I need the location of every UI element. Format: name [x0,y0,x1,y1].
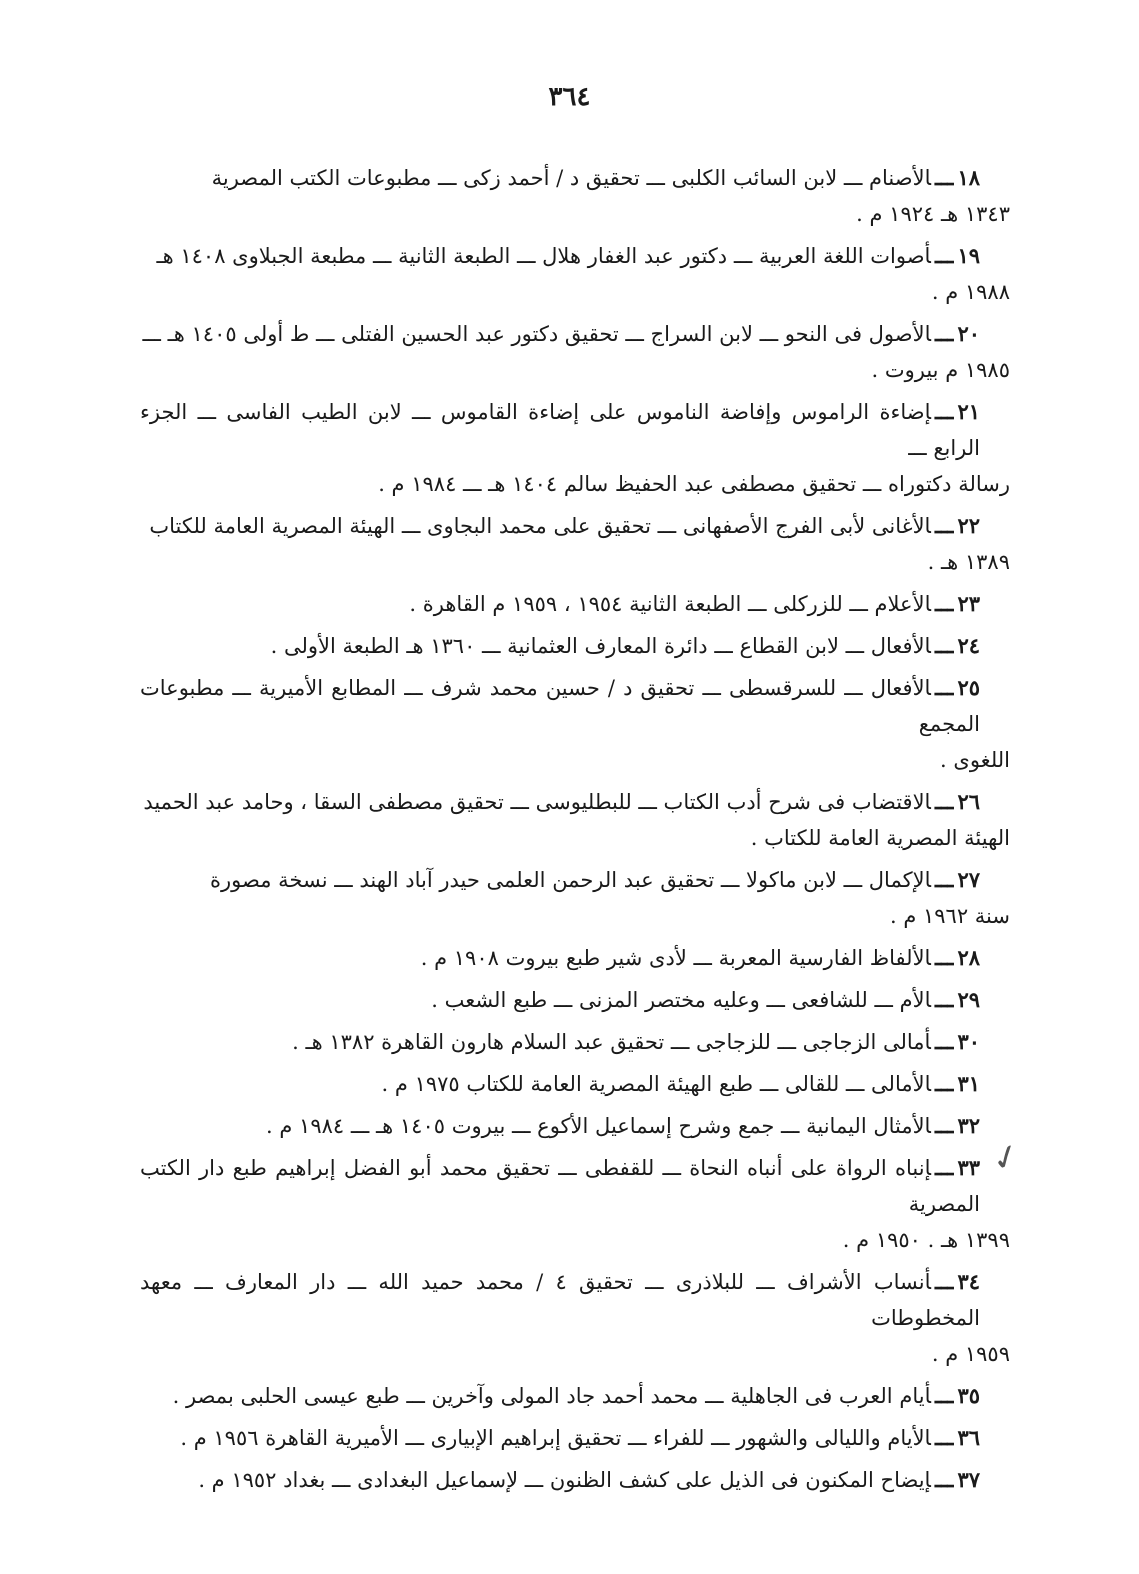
entry-continuation: ١٩٨٨ م . [931,280,1010,304]
entry-text: الأمثال اليمانية ـــ جمع وشرح إسماعيل الأكوع ـــ بيروت ١٤٠٥ هـ ـــ ١٩٨٤ م . [266,1114,931,1138]
entry-text: أمالى الزجاجى ـــ للزجاجى ـــ تحقيق عبد السلام هارون القاهرة ١٣٨٢ هـ . [292,1030,931,1054]
bibliography-entry [140,1462,980,1498]
entry-text: إيضاح المكنون فى الذيل على كشف الظنون ـــ لإسماعيل البغدادى ـــ بغداد ١٩٥٢ م . [198,1468,931,1492]
entry-text: الأيام والليالى والشهور ـــ للفراء ـــ تحقيق إبراهيم الإبيارى ـــ الأميرية القاهرة ١٩٥٦ م . [180,1426,931,1450]
entry-dash: ـــ [934,1383,954,1408]
bibliography-entry [140,670,1010,778]
entry-continuation: ١٣٨٩ هـ . [927,550,1010,574]
entry-text: الأغانى لأبى الفرج الأصفهانى ـــ تحقيق على محمد البجاوى ـــ الهيئة المصرية العامة للكتاب [149,514,931,538]
entry-text: الأعلام ـــ للزركلى ـــ الطبعة الثانية ١٩٥٤ ، ١٩٥٩ م القاهرة . [409,592,931,616]
entry-dash: ـــ [934,789,954,814]
entry-text: الأفعال ـــ للسرقسطى ـــ تحقيق د / حسين محمد شرف ـــ المطابع الأميرية ـــ مطبوعات المجمع [140,676,980,736]
entry-number: ٣٦ [957,1425,980,1450]
entry-text: إضاءة الراموس وإفاضة الناموس على إضاءة القاموس ـــ لابن الطيب الفاسى ـــ الجزء الرابع ـــ [140,400,980,460]
entry-dash: ـــ [934,399,954,424]
bibliography-entry [140,508,1010,580]
bibliography-entry [140,1378,980,1414]
bibliography-entry [140,1420,980,1456]
entry-text: الأفعال ـــ لابن القطاع ـــ دائرة المعارف العثمانية ـــ ١٣٦٠ هـ الطبعة الأولى . [270,634,931,658]
entry-number: ٣٤ [957,1269,981,1294]
entry-continuation: سنة ١٩٦٢ م . [889,904,1010,928]
entry-number: ٣٧ [957,1467,980,1492]
checkmark-icon: ✓ [986,1134,1027,1182]
entry-text: الأمالى ـــ للقالى ـــ طبع الهيئة المصرية العامة للكتاب ١٩٧٥ م . [381,1072,931,1096]
entry-number: ٢١ [957,399,980,424]
entry-dash: ـــ [934,321,954,346]
bibliography-entry [140,1264,1010,1372]
entry-number: ٢٠ [957,321,980,346]
entry-text: الأصول فى النحو ـــ لابن السراج ـــ تحقيق دكتور عبد الحسين الفتلى ـــ ط أولى ١٤٠٥ هـ ـــ [142,322,931,346]
entry-continuation: ١٩٥٩ م . [931,1342,1010,1366]
entry-text: الإكمال ـــ لابن ماكولا ـــ تحقيق عبد الرحمن العلمى حيدر آباد الهند ـــ نسخة مصورة [210,868,931,892]
entry-number: ٢٧ [957,867,980,892]
page-number: ٣٦٤ [548,82,591,112]
entry-dash: ـــ [934,633,954,658]
entry-text: أصوات اللغة العربية ـــ دكتور عبد الغفار هلال ـــ الطبعة الثانية ـــ مطبعة الجبلاوى ١٤٠٨ هـ [156,244,931,268]
entry-number: ٣٥ [957,1383,980,1408]
bibliography-entry [140,160,1010,232]
bibliography-entry [140,628,980,664]
bibliography-entry [140,1066,980,1102]
entry-number: ٢٨ [957,945,980,970]
bibliography-entry [140,1024,980,1060]
entry-dash: ـــ [934,867,954,892]
bibliography-entry [140,982,980,1018]
bibliography-entry [140,862,1010,934]
bibliography-entry [140,784,1010,856]
entry-number: ٣٣ [957,1155,980,1180]
entry-number: ١٩ [957,243,980,268]
entry-continuation: اللغوى . [940,748,1010,772]
entry-dash: ـــ [934,591,954,616]
entry-continuation: ١٣٩٩ هـ . ١٩٥٠ م . [842,1228,1010,1252]
entry-dash: ـــ [934,675,954,700]
bibliography-entry [140,1108,980,1144]
bibliography-entry [140,586,980,622]
entry-dash: ـــ [934,165,954,190]
entry-number: ٣٠ [957,1029,980,1054]
entry-number: ٢٩ [957,987,980,1012]
entry-text: الاقتضاب فى شرح أدب الكتاب ـــ للبطليوسى ـــ تحقيق مصطفى السقا ، وحامد عبد الحميد [143,790,931,814]
bibliography-entry [140,1150,1010,1258]
entry-dash: ـــ [934,1113,954,1138]
entry-text: إنباه الرواة على أنباه النحاة ـــ للقفطى ـــ تحقيق محمد أبو الفضل إبراهيم طبع دار الكتب المصرية [140,1156,980,1216]
entry-text: الألفاظ الفارسية المعربة ـــ لأدى شير طبع بيروت ١٩٠٨ م . [420,946,931,970]
entry-number: ٣١ [957,1071,980,1096]
entry-continuation: ١٣٤٣ هـ ١٩٢٤ م . [856,202,1010,226]
entry-number: ٢٥ [957,675,980,700]
bibliography-entry [140,238,1010,310]
entry-continuation: رسالة دكتوراه ـــ تحقيق مصطفى عبد الحفيظ سالم ١٤٠٤ هـ ـــ ١٩٨٤ م . [378,472,1010,496]
entry-dash: ـــ [934,1155,954,1180]
bibliography-entry [140,940,980,976]
entry-dash: ـــ [934,513,954,538]
entry-number: ٣٢ [957,1113,980,1138]
entry-dash: ـــ [934,1071,954,1096]
entry-dash: ـــ [934,1029,954,1054]
bibliography-entry [140,394,1010,502]
entry-number: ٢٢ [957,513,980,538]
entry-number: ٢٣ [957,591,980,616]
entry-dash: ـــ [934,243,954,268]
entry-continuation: ١٩٨٥ م بيروت . [871,358,1010,382]
entry-text: الأم ـــ للشافعى ـــ وعليه مختصر المزنى ـــ طبع الشعب . [431,988,931,1012]
entry-dash: ـــ [934,945,954,970]
entry-dash: ـــ [934,1269,954,1294]
entry-number: ١٨ [957,165,980,190]
bibliography-entry [140,316,1010,388]
bibliography-list [140,160,1010,1504]
entry-number: ٢٤ [957,633,980,658]
entry-number: ٢٦ [957,789,980,814]
entry-dash: ـــ [934,1425,954,1450]
entry-continuation: الهيئة المصرية العامة للكتاب . [750,826,1010,850]
entry-dash: ـــ [934,1467,954,1492]
entry-text: الأصنام ـــ لابن السائب الكلبى ـــ تحقيق د / أحمد زكى ـــ مطبوعات الكتب المصرية [211,166,931,190]
entry-dash: ـــ [934,987,954,1012]
entry-text: أيام العرب فى الجاهلية ـــ محمد أحمد جاد المولى وآخرين ـــ طبع عيسى الحلبى بمصر . [172,1384,931,1408]
entry-text: أنساب الأشراف ـــ للبلاذرى ـــ تحقيق ٤ / محمد حميد الله ـــ دار المعارف ـــ معهد المخطوطات [140,1270,980,1330]
